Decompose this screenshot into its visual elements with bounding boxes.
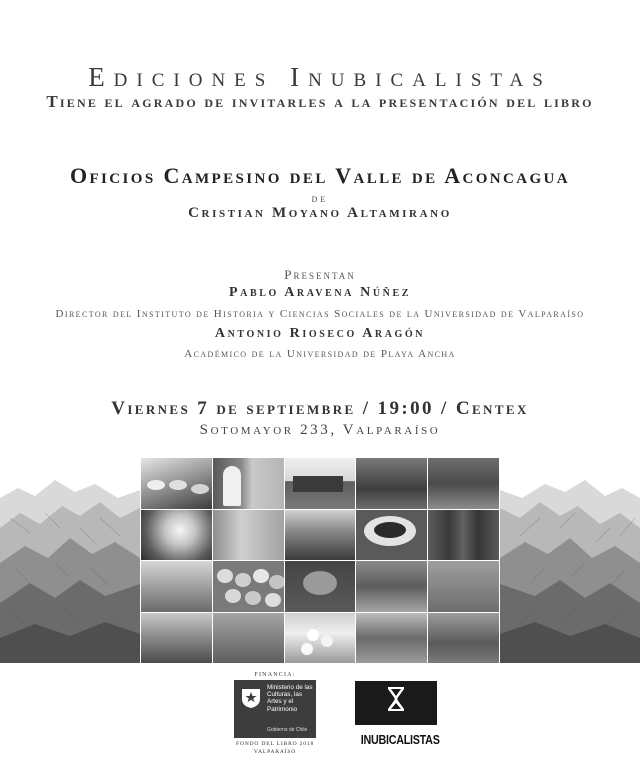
book-connector: de [311, 191, 329, 205]
dried-peppers-photo [356, 510, 427, 561]
gobierno-label: Gobierno de Chile [267, 727, 308, 733]
presenters-label: Presentan [284, 267, 356, 282]
wooden-fence-photo [428, 561, 499, 612]
farmer-field-photo [141, 561, 212, 612]
government-funding-logo [234, 672, 316, 762]
book-title: Oficios Campesino del Valle de Aconcagua [69, 163, 571, 188]
ministry-name: Ministerio de las Culturas, las Artes y el Patrimonio [267, 684, 313, 713]
man-at-wall-photo [213, 458, 284, 509]
squash-pile-photo [213, 561, 284, 612]
image-band [0, 458, 640, 663]
chile-shield-icon [238, 684, 264, 710]
barn-photo [285, 458, 356, 509]
presenter-role: Director del Instituto de Historia y Ciencias Sociales de la Universidad de Valparaíso [55, 308, 585, 320]
photo-collage [141, 458, 499, 663]
fondo-label: FONDO DEL LIBRO 2018 [235, 741, 315, 747]
hourglass-icon [386, 686, 406, 712]
harvest-worker-photo [141, 613, 212, 664]
event-address: Sotomayor 233, Valparaíso [199, 422, 441, 438]
book-author: Cristian Moyano Altamirano [188, 205, 452, 221]
inubicalistas-logo [355, 681, 437, 725]
cotton-plant-photo [285, 613, 356, 664]
financia-label: FINANCIA: [254, 672, 296, 678]
cattle-riders-photo [428, 458, 499, 509]
publisher-heading: Ediciones Inubicalistas [88, 62, 552, 92]
city-label: VALPARAÍSO [253, 749, 297, 755]
smoke-oven-photo [141, 510, 212, 561]
cheese-wheels-photo [141, 458, 212, 509]
horsemen-photo [428, 613, 499, 664]
mountain-illustration-right [500, 458, 640, 663]
presenter-name: Pablo Aravena Núñez [228, 285, 411, 300]
gourds-photo [213, 613, 284, 664]
mountain-illustration-left [0, 458, 140, 663]
irrigation-photo [356, 613, 427, 664]
ministry-logo-box [234, 680, 316, 738]
market-people-photo [356, 458, 427, 509]
man-plastering-photo [213, 510, 284, 561]
inubicalistas-logo-text: INUBICALISTAS [360, 733, 440, 747]
reed-bundles-photo [428, 510, 499, 561]
invitation-line: Tiene el agrado de invitarles a la presentación del libro [46, 92, 594, 111]
presenter-role: Académico de la Universidad de Playa Ancha [184, 348, 456, 360]
adobe-yard-photo [356, 561, 427, 612]
horses-cart-photo [285, 510, 356, 561]
presenter-name: Antonio Rioseco Aragón [214, 326, 426, 341]
seed-basket-photo [285, 561, 356, 612]
event-date-time: Viernes 7 de septiembre / 19:00 / Centex [111, 398, 529, 419]
